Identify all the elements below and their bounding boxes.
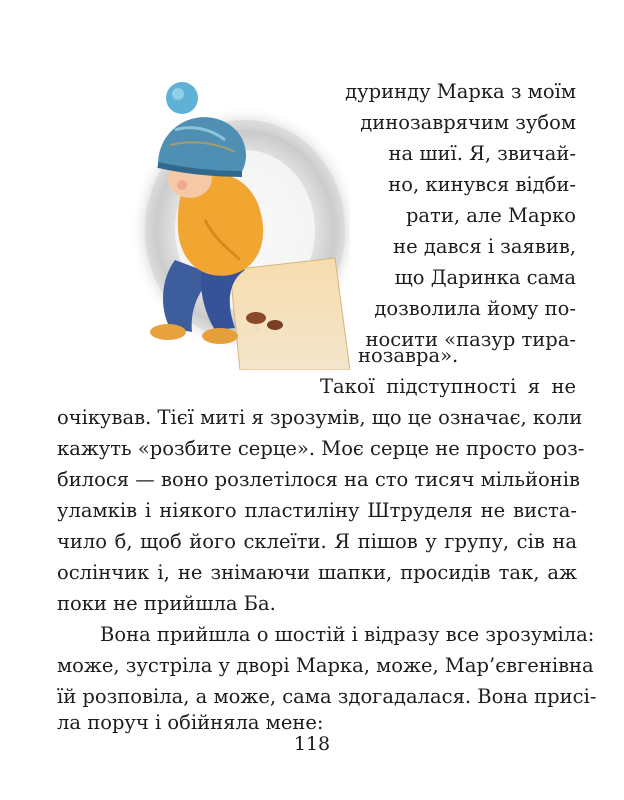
text-line: Такої підступності я не <box>320 375 576 398</box>
text-line: може, зустріла у дворі Марка, може, Мар’євгенівна <box>57 654 594 677</box>
text-line: чило б, щоб його склеїти. Я пішов у групу, сів на <box>57 530 577 553</box>
text-line: дуринду Марка з моїм <box>345 80 576 103</box>
text-line: на шиї. Я, звичай- <box>388 142 576 165</box>
text-line: їй розповіла, а може, сама здогадалася. Вона присі- <box>57 685 597 708</box>
text-line: ла поруч і обійняла мене: <box>57 711 324 734</box>
text-line: очікував. Тієї миті я зрозумів, що це означає, коли <box>57 406 583 429</box>
text-line: рати, але Марко <box>405 204 576 227</box>
text-line: нозавра». <box>358 344 459 367</box>
text-line: Вона прийшла о шостій і відразу все зрозуміла: <box>100 623 595 646</box>
text-line: дозволила йому по- <box>374 297 576 320</box>
text-line: що Даринка сама <box>394 266 576 289</box>
page-number: 118 <box>293 733 331 755</box>
text-line: поки не прийшла Ба. <box>57 592 276 615</box>
boy-sitting-illustration <box>120 70 350 370</box>
text-line: ослінчик і, не знімаючи шапки, просидів так, аж <box>57 561 577 584</box>
text-line: но, кинувся відби- <box>388 173 576 196</box>
text-line: кажуть «розбите серце». Моє серце не просто роз- <box>57 437 585 460</box>
text-line: билося — воно розлетілося на сто тисяч мільйонів <box>57 468 580 491</box>
text-line: носити «пазур тира- <box>365 328 576 351</box>
text-line: уламків і ніякого пластиліну Штруделя не виста- <box>57 499 577 522</box>
text-line: динозаврячим зубом <box>360 111 576 134</box>
text-line: не дався і заявив, <box>393 235 576 258</box>
